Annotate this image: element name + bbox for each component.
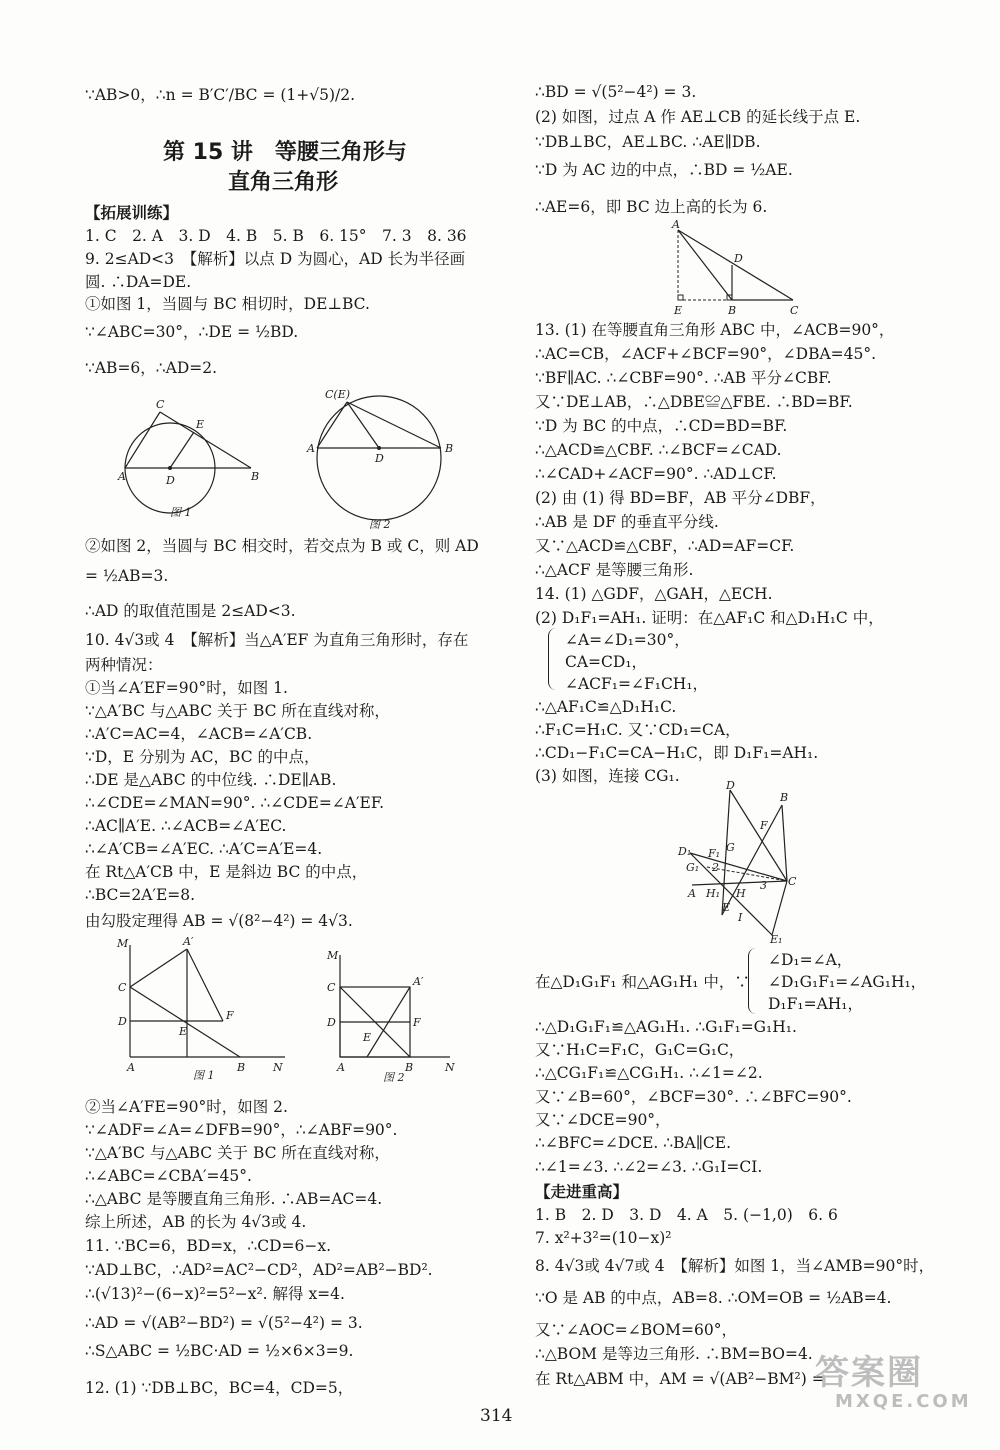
svg-text:D: D — [166, 474, 175, 487]
left-text-line: 由勾股定理得 AB = √(8²−4²) = 4√3. — [85, 912, 353, 930]
left-text-line: ①当∠A′EF=90°时，如图 1. — [85, 679, 288, 697]
left-text-line: 圆. ∴DA=DE. — [85, 273, 192, 291]
svg-text:A: A — [118, 470, 126, 483]
right-text-line: 8. 4√3或 4√7或 4 【解析】如图 1，当∠AMB=90°时， — [535, 1257, 935, 1275]
left-text-line: 10. 4√3或 4 【解析】当△A′EF 为直角三角形时，存在 — [85, 631, 469, 649]
right-text-line: ∴AB 是 DF 的垂直平分线. — [535, 513, 719, 531]
right-text-line: (2) 由 (1) 得 BD=BF，AB 平分∠DBF， — [535, 489, 826, 507]
svg-text:H: H — [736, 887, 746, 900]
svg-text:B: B — [405, 1061, 414, 1074]
svg-text:C: C — [118, 981, 127, 994]
svg-text:M: M — [117, 937, 129, 950]
left-text-line: ∵AB=6，∴AD=2. — [85, 359, 218, 377]
left-text-line: ∵AD⊥BC，∴AD²=AC²−CD²，AD²=AB²−BD². — [85, 1261, 433, 1279]
left-text-line: ②当∠A′FE=90°时，如图 2. — [85, 1098, 288, 1116]
svg-text:A: A — [127, 1061, 135, 1074]
right-text-line: (2) 如图，过点 A 作 AE⊥CB 的延长线于点 E. — [535, 108, 861, 126]
svg-text:F: F — [760, 819, 768, 832]
svg-text:E: E — [722, 901, 731, 914]
svg-text:D: D — [375, 452, 384, 465]
figure-caption: 图 2 — [383, 1071, 405, 1084]
right-text-line: ∵DB⊥BC，AE⊥BC. ∴AE∥DB. — [535, 133, 761, 151]
left-text-line: ∵△A′BC 与△ABC 关于 BC 所在直线对称， — [85, 1144, 390, 1162]
section-title-line1: 第 15 讲 等腰三角形与 — [163, 140, 407, 165]
svg-text:N: N — [273, 1061, 283, 1074]
figure-square-1 — [115, 935, 295, 1085]
left-text-line: 12. (1) ∵DB⊥BC，BC=4，CD=5， — [85, 1379, 354, 1397]
right-text-line: ∠D₁=∠A， — [768, 951, 853, 969]
left-text-line: ∴∠A′CB=∠A′EC. ∴A′C=A′E=4. — [85, 840, 323, 858]
svg-text:D: D — [118, 1015, 127, 1028]
svg-text:A′: A′ — [183, 935, 194, 948]
page-number: 314 — [480, 1406, 513, 1426]
right-text-line: ∵BF∥AC. ∴∠CBF=90°. ∴AB 平分∠CBF. — [535, 369, 832, 387]
figure-caption: 图 1 — [170, 506, 192, 519]
right-text-line: ∴△AF₁C≌△D₁H₁C. — [535, 698, 677, 716]
right-text-line: 又∵△ACD≌△CBF，∴AD=AF=CF. — [535, 537, 795, 555]
left-text-line: ∵∠ADF=∠A=∠DFB=90°，∴∠ABF=90°. — [85, 1121, 398, 1139]
svg-text:D: D — [726, 779, 735, 792]
svg-text:D: D — [327, 1016, 336, 1029]
left-text-line: ∵△A′BC 与△ABC 关于 BC 所在直线对称， — [85, 702, 390, 720]
right-text-line: 又∵DE⊥AB，∴△DBE≌△FBE. ∴BD=BF. — [535, 393, 853, 411]
svg-text:C: C — [788, 875, 797, 888]
svg-text:A′: A′ — [413, 975, 424, 988]
svg-text:E: E — [179, 1025, 188, 1038]
svg-text:D₁: D₁ — [678, 845, 692, 858]
left-text-line: ①如图 1，当圆与 BC 相切时，DE⊥BC. — [85, 295, 370, 313]
left-text-line: ∵AB>0，∴n = B′C′/BC = (1+√5)/2. — [85, 86, 356, 104]
right-text-line: ∴∠CAD+∠ACF=90°. ∴AD⊥CF. — [535, 465, 777, 483]
right-text-line: 【走进重高】 — [535, 1182, 629, 1201]
brace — [548, 628, 557, 690]
svg-text:D: D — [734, 252, 743, 265]
svg-text:E: E — [674, 304, 683, 317]
left-text-line: ∴DE 是△ABC 的中位线. ∴DE∥AB. — [85, 771, 337, 789]
svg-text:C: C — [156, 398, 165, 411]
right-text-line: ∴BD = √(5²−4²) = 3. — [535, 83, 697, 101]
left-text-line: ∴AC∥A′E. ∴∠ACB=∠A′EC. — [85, 817, 287, 835]
right-text-line: 又∵H₁C=F₁C，G₁C=G₁C， — [535, 1041, 745, 1059]
svg-text:F₁: F₁ — [708, 847, 721, 860]
right-text-line: ∴△ACF 是等腰三角形. — [535, 561, 694, 579]
brace — [748, 948, 757, 1014]
svg-text:G: G — [726, 841, 735, 854]
watermark-logo: 答案圈 MXQE.COM — [815, 1353, 972, 1412]
svg-text:E: E — [196, 418, 205, 431]
svg-text:A: A — [307, 442, 315, 455]
left-text-line: ∴∠ABC=∠CBA′=45°. — [85, 1167, 252, 1185]
left-text-line: ∴∠CDE=∠MAN=90°. ∴∠CDE=∠A′EF. — [85, 794, 385, 812]
right-text-line: ∠D₁G₁F₁=∠AG₁H₁， — [768, 973, 927, 991]
right-text-line: 1. B 2. D 3. D 4. A 5. (−1,0) 6. 6 — [535, 1206, 838, 1224]
svg-text:G₁: G₁ — [686, 861, 700, 874]
left-text-line: 1. C 2. A 3. D 4. B 5. B 6. 15° 7. 3 8. 36 — [85, 227, 467, 245]
svg-text:C(E): C(E) — [325, 388, 351, 401]
right-text-line: 又∵∠AOC=∠BOM=60°， — [535, 1321, 737, 1339]
right-text-line: ∵D 为 BC 的中点，∴CD=BD=BF. — [535, 417, 788, 435]
right-text-line: ∵D 为 AC 边的中点，∴BD = ½AE. — [535, 161, 793, 179]
right-text-line: CA=CD₁， — [565, 653, 648, 671]
right-text-line: ∴△ACD≌△CBF. ∴∠BCF=∠CAD. — [535, 441, 782, 459]
right-text-line: 在 Rt△ABM 中，AM = √(AB²−BM²) = — [535, 1370, 825, 1388]
left-text-line: 【拓展训练】 — [85, 203, 179, 222]
svg-text:C: C — [327, 981, 336, 994]
figure-square-2 — [325, 945, 465, 1085]
right-text-line: ∠A=∠D₁=30°， — [565, 631, 690, 649]
left-text-line: ∴S△ABC = ½BC·AD = ½×6×3=9. — [85, 1342, 354, 1360]
left-text-line: ∴(√13)²−(6−x)²=5²−x². 解得 x=4. — [85, 1285, 345, 1303]
right-text-line: ∴F₁C=H₁C. 又∵CD₁=CA， — [535, 721, 741, 739]
right-text-line: ∵O 是 AB 的中点，AB=8. ∴OM=OB = ½AB=4. — [535, 1289, 892, 1307]
figure-circle-intersect — [305, 388, 465, 531]
svg-text:E₁: E₁ — [770, 933, 783, 946]
figure-caption: 图 2 — [369, 518, 391, 531]
figure-triangle-aec — [668, 218, 803, 322]
left-text-line: ∵∠ABC=30°，∴DE = ½BD. — [85, 323, 299, 341]
right-text-line: 又∵∠DCE=90°， — [535, 1111, 671, 1129]
svg-text:B: B — [237, 1061, 246, 1074]
right-text-line: ∴AE=6，即 BC 边上高的长为 6. — [535, 198, 768, 216]
left-text-line: 综上所述，AB 的长为 4√3或 4. — [85, 1213, 307, 1231]
svg-text:H₁: H₁ — [706, 887, 721, 900]
left-text-line: ∴△ABC 是等腰直角三角形. ∴AB=AC=4. — [85, 1190, 383, 1208]
right-text-line: ∴AC=CB，∠ACF+∠BCF=90°，∠DBA=45°. — [535, 345, 877, 363]
left-text-line: = ½AB=3. — [85, 567, 169, 585]
figure-circle-tangent — [118, 400, 263, 520]
svg-text:B: B — [251, 470, 260, 483]
right-text-line: (2) D₁F₁=AH₁. 证明：在△AF₁C 和△D₁H₁C 中， — [535, 609, 884, 627]
right-text-line: 7. x²+3²=(10−x)² — [535, 1229, 672, 1247]
svg-text:E: E — [363, 1031, 372, 1044]
right-text-line: 13. (1) 在等腰直角三角形 ABC 中，∠ACB=90°， — [535, 321, 895, 339]
svg-text:2: 2 — [712, 861, 719, 874]
svg-text:A: A — [688, 887, 696, 900]
svg-text:A: A — [337, 1061, 345, 1074]
svg-text:N: N — [445, 1061, 455, 1074]
left-text-line: 9. 2≤AD<3 【解析】以点 D 为圆心，AD 长为半径画 — [85, 250, 466, 268]
svg-text:I: I — [738, 911, 743, 924]
right-text-line: 又∵∠B=60°，∠BCF=30°. ∴∠BFC=90°. — [535, 1088, 852, 1106]
section-title-line2: 直角三角形 — [228, 170, 339, 195]
svg-text:C: C — [790, 304, 799, 317]
svg-text:3: 3 — [760, 879, 767, 892]
svg-text:B: B — [728, 304, 737, 317]
svg-text:F: F — [413, 1016, 421, 1029]
right-text-line: (3) 如图，连接 CG₁. — [535, 767, 680, 785]
left-text-line: ∵D，E 分别为 AC，BC 的中点， — [85, 748, 320, 766]
right-text-line: ∴∠1=∠3. ∴∠2=∠3. ∴G₁I=CI. — [535, 1158, 763, 1176]
right-text-line: 14. (1) △GDF，△GAH，△ECH. — [535, 585, 773, 603]
svg-text:M: M — [327, 949, 339, 962]
right-text-line: ∴△D₁G₁F₁≌△AG₁H₁. ∴G₁F₁=G₁H₁. — [535, 1018, 797, 1036]
svg-text:F: F — [226, 1009, 234, 1022]
svg-text:B: B — [780, 791, 789, 804]
figure-rotated-triangles — [672, 779, 812, 946]
right-text-line: ∴△BOM 是等边三角形. ∴BM=BO=4. — [535, 1345, 813, 1363]
left-text-line: 11. ∵BC=6，BD=x，∴CD=6−x. — [85, 1237, 332, 1255]
left-text-line: ∴AD = √(AB²−BD²) = √(5²−4²) = 3. — [85, 1314, 363, 1332]
left-text-line: 在 Rt△A′CB 中，E 是斜边 BC 的中点， — [85, 863, 368, 881]
right-text-line: D₁F₁=AH₁， — [768, 995, 864, 1013]
left-text-line: ②如图 2，当圆与 BC 相交时，若交点为 B 或 C，则 AD — [85, 537, 479, 555]
svg-text:A: A — [672, 218, 680, 231]
left-text-line: ∴A′C=AC=4，∠ACB=∠A′CB. — [85, 725, 313, 743]
left-text-line: ∴AD 的取值范围是 2≤AD<3. — [85, 602, 296, 620]
svg-text:B: B — [445, 442, 454, 455]
right-text-line: ∠ACF₁=∠F₁CH₁， — [565, 675, 709, 693]
right-text-line: ∴△CG₁F₁≌△CG₁H₁. ∴∠1=∠2. — [535, 1064, 763, 1082]
figure-caption: 图 1 — [193, 1069, 215, 1082]
right-text-line: ∴CD₁−F₁C=CA−H₁C，即 D₁F₁=AH₁. — [535, 744, 819, 762]
left-text-line: ∴BC=2A′E=8. — [85, 886, 196, 904]
left-text-line: 两种情况： — [85, 656, 163, 674]
right-text-line: ∴∠BFC=∠DCE. ∴BA∥CE. — [535, 1134, 731, 1152]
right-text-line: 在△D₁G₁F₁ 和△AG₁H₁ 中，∵ — [535, 973, 750, 991]
